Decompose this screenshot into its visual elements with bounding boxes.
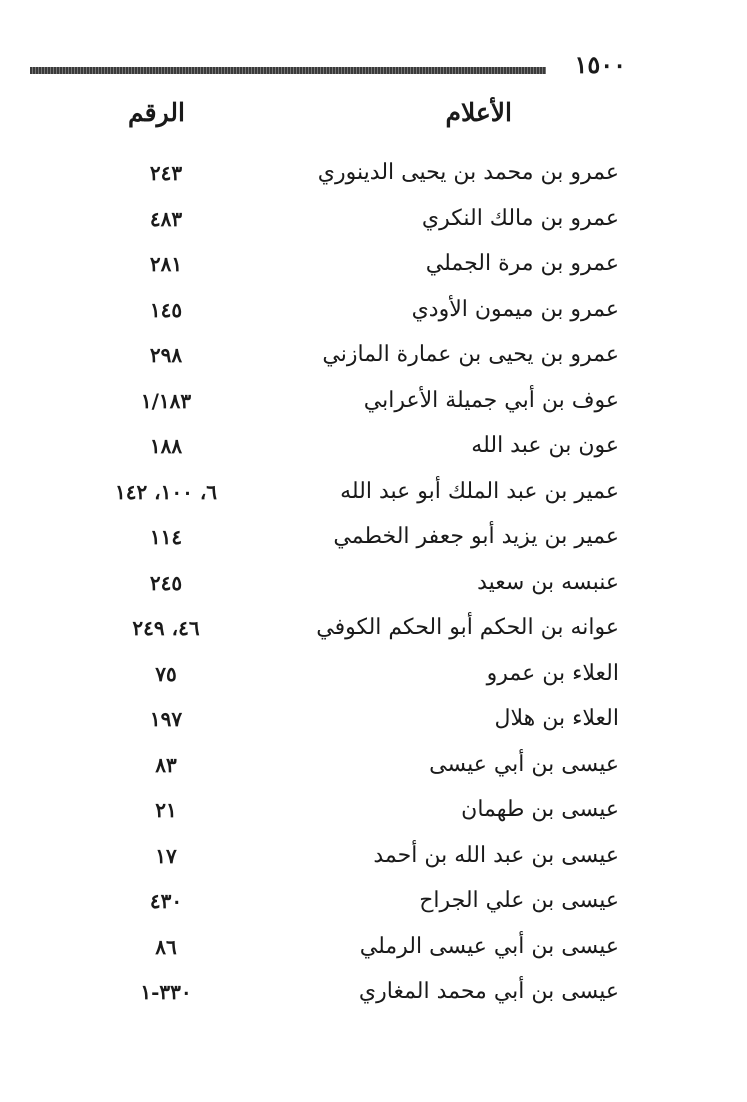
reference-number: ٢٩٨ bbox=[149, 343, 183, 367]
table-row bbox=[0, 244, 747, 290]
reference-number: ٤٣٠ bbox=[149, 889, 183, 913]
table-row bbox=[0, 426, 747, 472]
table-row bbox=[0, 836, 747, 882]
header-rule bbox=[30, 67, 546, 74]
index-table bbox=[0, 153, 747, 1018]
table-row bbox=[0, 517, 747, 563]
reference-number: ١/١٨٣ bbox=[140, 388, 192, 413]
person-name: عمير بن عبد الملك أبو عبد الله bbox=[340, 478, 619, 504]
table-row bbox=[0, 972, 747, 1018]
names-column-header: الأعلام bbox=[445, 98, 512, 127]
table-row bbox=[0, 790, 747, 836]
page-number: ١٥٠٠ bbox=[574, 50, 626, 79]
person-name: عوف بن أبي جميلة الأعرابي bbox=[363, 387, 619, 413]
reference-number: ٢١ bbox=[155, 798, 177, 822]
person-name: عيسى بن أبي عيسى bbox=[429, 751, 619, 777]
table-header bbox=[0, 98, 747, 138]
reference-number: ٤٦، ٢٤٩ bbox=[132, 616, 200, 640]
reference-number: ١٨٨ bbox=[149, 434, 183, 458]
person-name: عوانه بن الحكم أبو الحكم الكوفي bbox=[316, 615, 619, 640]
person-name: عيسى بن أبي عيسى الرملي bbox=[359, 933, 619, 959]
reference-number: ١٩٧ bbox=[149, 707, 183, 731]
person-name: العلاء بن عمرو bbox=[486, 660, 619, 686]
table-row bbox=[0, 563, 747, 609]
table-row bbox=[0, 335, 747, 381]
person-name: عمرو بن مالك النكري bbox=[421, 205, 619, 231]
person-name: عيسى بن طهمان bbox=[461, 797, 619, 822]
number-column-header: الرقم bbox=[128, 98, 185, 127]
reference-number: ٨٦ bbox=[155, 934, 177, 959]
person-name: عون بن عبد الله bbox=[471, 433, 619, 458]
reference-number: ٢٨١ bbox=[149, 252, 183, 276]
table-row bbox=[0, 699, 747, 745]
table-row bbox=[0, 927, 747, 973]
person-name: عمير بن يزيد أبو جعفر الخطمي bbox=[333, 524, 619, 549]
person-name: عيسى بن علي الجراح bbox=[419, 888, 619, 913]
table-row bbox=[0, 290, 747, 336]
person-name: عيسى بن أبي محمد المغاري bbox=[358, 979, 619, 1004]
table-row bbox=[0, 881, 747, 927]
person-name: عمرو بن يحيى بن عمارة المازني bbox=[322, 342, 619, 367]
reference-number: ٢٤٥ bbox=[149, 570, 183, 595]
reference-number: ٧٥ bbox=[155, 661, 177, 686]
reference-number: ١٧ bbox=[155, 843, 177, 868]
reference-number: ٤٨٣ bbox=[149, 206, 183, 231]
table-row bbox=[0, 153, 747, 199]
reference-number: ٦، ١٠٠، ١٤٢ bbox=[114, 479, 218, 504]
person-name: العلاء بن هلال bbox=[494, 706, 619, 731]
table-row bbox=[0, 654, 747, 700]
person-name: عمرو بن مرة الجملي bbox=[425, 251, 619, 276]
table-row bbox=[0, 745, 747, 791]
person-name: عنبسه بن سعيد bbox=[477, 569, 619, 595]
reference-number: ٣٣٠-١ bbox=[140, 980, 192, 1004]
person-name: عيسى بن عبد الله بن أحمد bbox=[373, 842, 619, 868]
reference-number: ١٤٥ bbox=[149, 297, 183, 322]
reference-number: ٢٤٣ bbox=[149, 161, 183, 185]
table-row bbox=[0, 472, 747, 518]
table-row bbox=[0, 608, 747, 654]
table-row bbox=[0, 199, 747, 245]
reference-number: ١١٤ bbox=[149, 525, 183, 549]
table-row bbox=[0, 381, 747, 427]
person-name: عمرو بن ميمون الأودي bbox=[411, 296, 619, 322]
person-name: عمرو بن محمد بن يحيى الدينوري bbox=[317, 160, 619, 185]
reference-number: ٨٣ bbox=[155, 752, 177, 777]
